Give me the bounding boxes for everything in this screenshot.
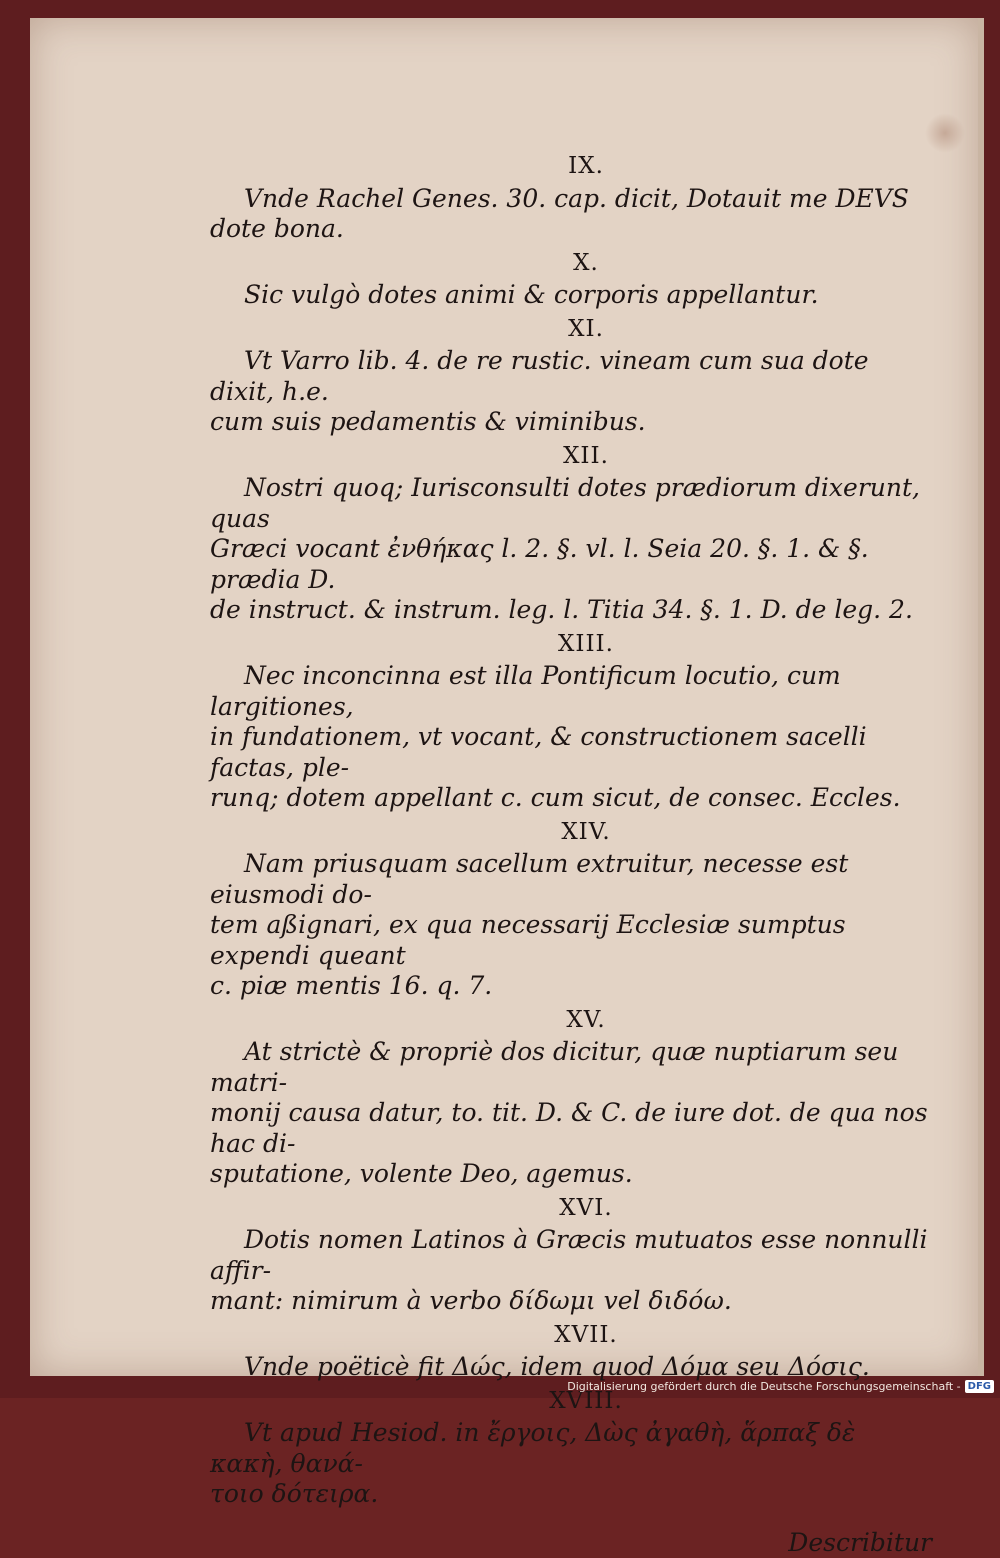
text-line: Nec inconcinna est illa Pontificum locutio, cum largitiones, xyxy=(210,661,932,722)
text-line: Sic vulgò dotes animi & corporis appellantur. xyxy=(210,280,932,311)
credit-text: Digitalisierung gefördert durch die Deutsche Forschungsgemeinschaft - xyxy=(567,1380,960,1393)
text-line: de instruct. & instrum. leg. l. Titia 34. §. 1. D. de leg. 2. xyxy=(210,595,932,626)
section-number: XIII. xyxy=(210,629,932,660)
text-line: dote bona. xyxy=(210,214,932,245)
dfg-logo-icon: DFG xyxy=(965,1380,994,1393)
text-line: tem aßignari, ex qua necessarij Ecclesiæ sumptus expendi queant xyxy=(210,910,932,971)
section-number: XVII. xyxy=(210,1320,932,1351)
text-line: Græci vocant ἐνθήκας l. 2. §. vl. l. Seia 20. §. 1. & §. prædia D. xyxy=(210,534,932,595)
text-line: c. piæ mentis 16. q. 7. xyxy=(210,971,932,1002)
text-line: Dotis nomen Latinos à Græcis mutuatos esse nonnulli affir- xyxy=(210,1225,932,1286)
paper-stain xyxy=(925,113,965,153)
section-number: XIV. xyxy=(210,817,932,848)
section-number: XVIII. xyxy=(210,1386,932,1417)
catchword: Describitur xyxy=(210,1528,932,1558)
text-line: Nostri quoq; Iurisconsulti dotes prædiorum dixerunt, quas xyxy=(210,473,932,534)
text-line: τοιο δότειρα. xyxy=(210,1479,932,1510)
text-line: At strictè & propriè dos dicitur, quæ nuptiarum seu matri- xyxy=(210,1037,932,1098)
text-line: monij causa datur, to. tit. D. & C. de iure dot. de qua nos hac di- xyxy=(210,1098,932,1159)
section-number: XII. xyxy=(210,441,932,472)
text-line: runq; dotem appellant c. cum sicut, de consec. Eccles. xyxy=(210,783,932,814)
section-number: X. xyxy=(210,248,932,279)
text-line: Nam priusquam sacellum extruitur, necesse est eiusmodi do- xyxy=(210,849,932,910)
text-line: Vnde Rachel Genes. 30. cap. dicit, Dotauit me DEVS xyxy=(210,184,932,215)
text-line: Vt apud Hesiod. in ἔργοις, Δὼς ἀγαθὴ, ἅρπαξ δὲ κακὴ, θανά- xyxy=(210,1418,932,1479)
section-number: XV. xyxy=(210,1005,932,1036)
section-number: XI. xyxy=(210,314,932,345)
book-page xyxy=(30,18,984,1376)
section-number: IX. xyxy=(210,151,932,182)
section-number: XVI. xyxy=(210,1193,932,1224)
text-line: in fundationem, vt vocant, & constructionem sacelli factas, ple- xyxy=(210,722,932,783)
page-text xyxy=(210,148,932,1558)
text-line: cum suis pedamentis & viminibus. xyxy=(210,407,932,438)
text-line: mant: nimirum à verbo δίδωμι vel διδόω. xyxy=(210,1286,932,1317)
text-line: Vt Varro lib. 4. de re rustic. vineam cum sua dote dixit, h.e. xyxy=(210,346,932,407)
digitization-credit xyxy=(567,1377,994,1395)
text-line: Vnde poëticè fit Δώς, idem quod Δόμα seu Δόσις. xyxy=(210,1352,932,1383)
text-line: sputatione, volente Deo, agemus. xyxy=(210,1159,932,1190)
